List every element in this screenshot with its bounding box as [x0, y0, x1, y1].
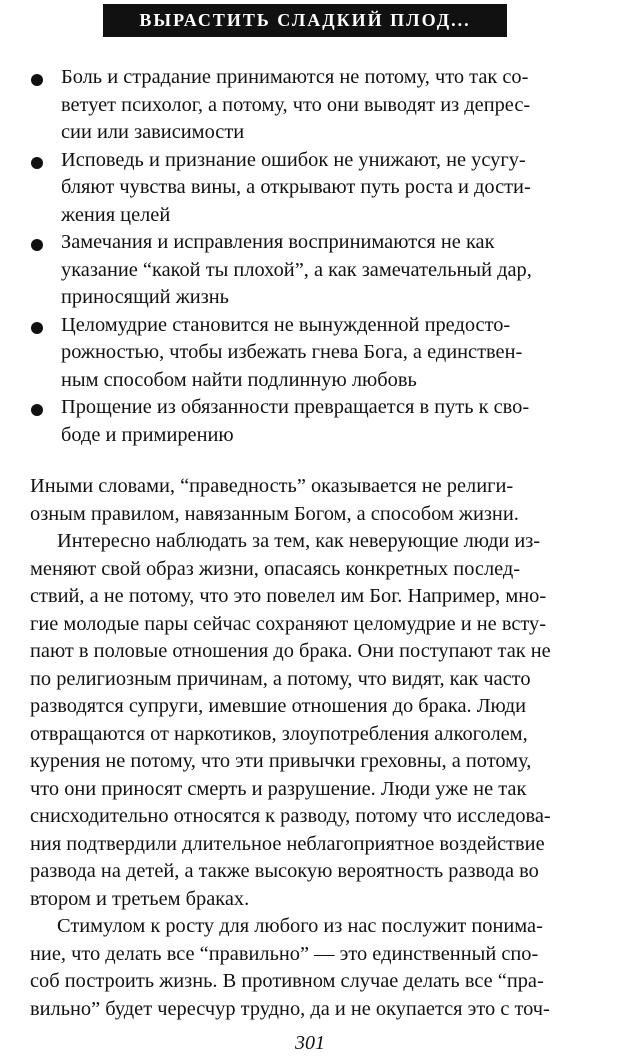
paragraph [0, 528, 620, 913]
text-line: снисходительно относятся к разводу, потому что исследова- [30, 805, 551, 827]
text-line: курения не потому, что эти привычки греховны, а потому, [30, 750, 532, 772]
text-line: пают в половые отношения до брака. Они поступают так не [30, 640, 551, 662]
text-line: что они приносят смерть и разрушение. Люди уже не так [30, 777, 527, 800]
bullet-dot-icon [31, 404, 43, 416]
bullet-line: Исповедь и признание ошибок не унижают, не усугу- [61, 148, 526, 171]
text-line: втором и третьем браках. [30, 887, 250, 910]
bullet-line: Боль и страдание принимаются не потому, что так со- [61, 66, 529, 88]
body-text [0, 473, 620, 1023]
bullet-line: ным способом найти подлинную любовь [61, 368, 417, 391]
bullet-list [0, 64, 620, 449]
text-line: по религиозным причинам, а потому, что видят, как часто [30, 667, 531, 690]
bullet-item [0, 394, 620, 449]
text-line: вильно” будет чересчур трудно, да и не окупается это с точ- [30, 997, 550, 1020]
bullet-dot-icon [31, 239, 43, 251]
bullet-item [0, 147, 620, 230]
bullet-line: Прощение из обязанности превращается в путь к сво- [61, 396, 530, 418]
bullet-dot-icon [31, 322, 43, 334]
text-line: соб построить жизнь. В противном случае делать все “пра- [30, 970, 544, 992]
bullet-item [0, 64, 620, 147]
bullet-line: боде и примирению [61, 423, 234, 446]
paragraph [0, 913, 620, 1023]
bullet-line: сии или зависимости [61, 121, 245, 143]
bullet-line: рожностью, чтобы избежать гнева Бога, а единствен- [61, 341, 523, 363]
bullet-line: бляют чувства вины, а открывают путь роста и дости- [61, 176, 531, 198]
bullet-line: жения целей [61, 203, 171, 226]
running-header: ВЫРАСТИТЬ СЛАДКИЙ ПЛОД... [103, 4, 507, 37]
bullet-dot-icon [31, 74, 43, 86]
bullet-dot-icon [31, 157, 43, 169]
bullet-line: приносящий жизнь [61, 286, 229, 308]
text-line: Иными словами, “праведность” оказывается не религи- [30, 475, 514, 497]
text-line: отвращаются от наркотиков, злоупотребления алкоголем, [30, 722, 528, 745]
text-line: разводятся супруги, имевшие отношения до брака. Люди [30, 695, 527, 717]
text-line: развода на детей, а также высокую вероятность развода во [30, 860, 539, 882]
bullet-line: ветует психолог, а потому, что они выводят из депрес- [61, 93, 531, 116]
text-line: меняют свой образ жизни, опасаясь конкретных послед- [30, 557, 521, 580]
text-line: ния подтвердили длительное неблагоприятное воздействие [30, 832, 545, 855]
bullet-item [0, 312, 620, 395]
text-line: ствий, а не потому, что это повелел им Бог. Например, мно- [30, 585, 547, 607]
text-line: ние, что делать все “правильно” — это единственный спо- [30, 942, 539, 965]
text-line: гие молодые пары сейчас сохраняют целомудрие и не всту- [30, 612, 547, 635]
bullet-line: Целомудрие становится не вынужденной предосто- [61, 313, 511, 336]
text-line: Стимулом к росту для любого из нас послужит понима- [57, 915, 543, 937]
text-line: озным правилом, навязанным Богом, а способом жизни. [30, 502, 519, 525]
bullet-item [0, 229, 620, 312]
bullet-line: Замечания и исправления воспринимаются не как [61, 231, 495, 253]
page-number: 301 [295, 1032, 325, 1054]
bullet-line: указание “какой ты плохой”, а как замечательный дар, [61, 258, 532, 281]
paragraph [0, 473, 620, 528]
text-line: Интересно наблюдать за тем, как неверующие люди из- [57, 530, 541, 552]
